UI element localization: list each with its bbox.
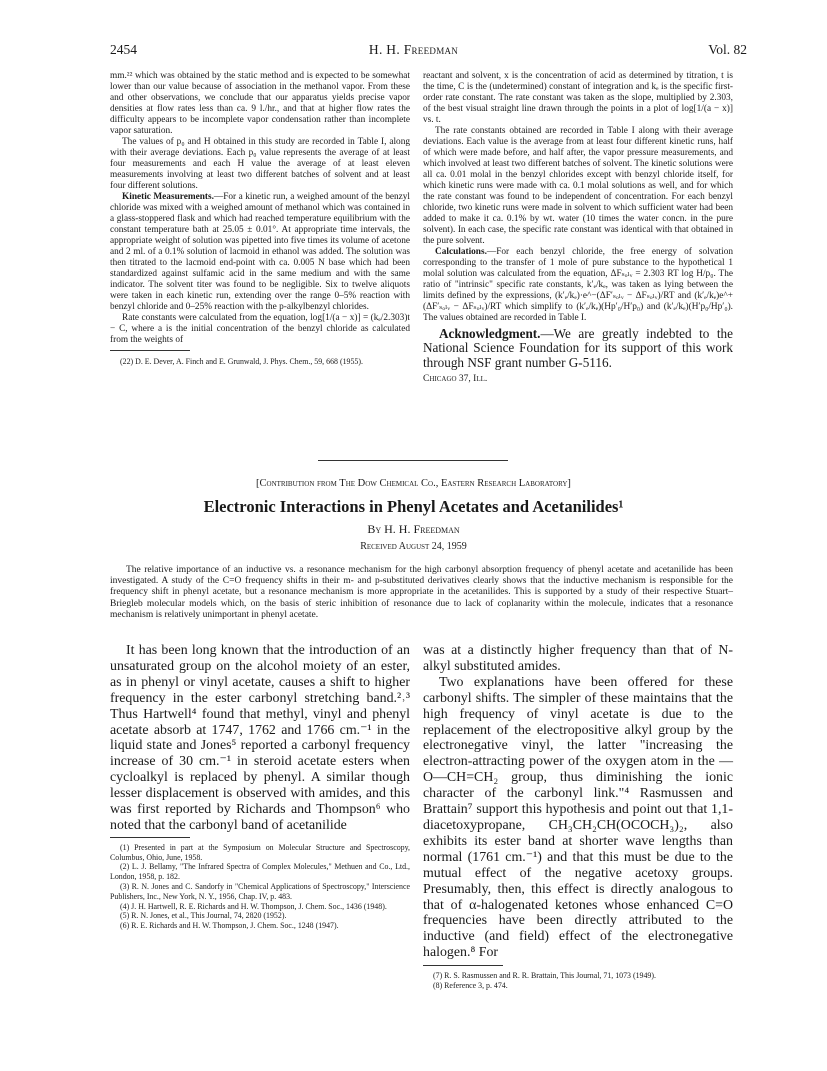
footnote-1: (1) Presented in part at the Symposium on Molecular Structure and Spectroscopy, Columbus, Ohio, June, 1958. <box>110 842 410 862</box>
paragraph: It has been long known that the introduction of an unsaturated group on the alcohol moiety of an ester, as in phenyl or vinyl acetate, causes a shift to higher frequency in the ester carbonyl stretching band.²˒³ Thus Hartwell⁴ found that methyl, vinyl and phenyl acetate absorb at 1747, 1762 and 1766 cm.⁻¹ in the liquid state and Jones⁵ reported a carbonyl frequency increase of 30 cm.⁻¹ in steroid acetate esters when cycloalkyl is replaced by phenyl. A similar though lesser displacement is observed with amides, and this was first reported by Richards and Thompson⁶ who noted that the carbonyl band of acetanilide <box>110 643 410 833</box>
paragraph: The values of p₀ and H obtained in this study are recorded in Table I, along with their average deviations. Each p₀ value represents the average of at least four measurements and each H value the average of at least eleven measurements involving at least two different batches of solvent and at least four different solutions. <box>110 137 410 191</box>
acknowledgment <box>423 327 733 370</box>
paragraph: mm.²² which was obtained by the static method and is expected to be somewhat lower than our value because of association in the methanol vapor. From these and other observations, we conclude that our apparatus yields precise vapor densities at flow rates less than ca. 9 l./hr., and that at higher flow rates the difficulty appears to be incomplete vapor condensation rather than incomplete vapor saturation. <box>110 71 410 136</box>
paragraph: The rate constants obtained are recorded in Table I along with their average deviations. Each value is the average from at least four different kinetic runs, half of which were made before, and half after, the vapor pressure measurements, and which involved at least two different batches of solvent. The kinetic solutions were all ca. 0.01 molal in the benzyl chlorides except with benzyl chloride itself, for which kinetic runs were made with ca. 0.1 molal solutions as well, and for which the rate constant was found to be independent of concentration. For each benzyl chloride, two kinetic runs were made in solvent to which sufficient water had been added to make it ca. 0.1% by wt. water (10 times the water concn. in the pure solvent). In each case, the specific rate constant was identical with that obtained in the pure solvent. <box>423 126 733 246</box>
volume-label: Vol. 82 <box>708 42 747 57</box>
footnotes-left <box>110 843 410 931</box>
abstract: The relative importance of an inductive vs. a resonance mechanism for the high carbonyl absorption frequency of phenyl acetate and acetanilide has been investigated. A study of the C=O frequency shifts in their m- and p-substituted derivatives clearly shows that the inductive mechanism is responsible for the frequency shift in phenyl acetate, but a resonance mechanism is more appropriate in the acetanilides. This is supported by a study of their respective Stuart–Briegleb molecular models which, on the basis of steric inhibition of resonance due to lack of coplanarity within the molecule, indicates that a resonance mechanism is relatively unimportant in phenyl acetate. <box>110 565 733 620</box>
received-date: Received August 24, 1959 <box>360 541 467 552</box>
page-number: 2454 <box>110 42 137 57</box>
footnote-rule <box>110 837 190 838</box>
article-title: Electronic Interactions in Phenyl Acetates and Acetanilides¹ <box>203 497 624 516</box>
top-right-column <box>423 71 733 385</box>
contribution-line: [Contribution from The Dow Chemical Co., Eastern Research Laboratory] <box>256 478 571 489</box>
footnote-22: (22) D. E. Dever, A. Finch and E. Grunwald, J. Phys. Chem., 59, 668 (1955). <box>120 357 363 366</box>
paragraph: Two explanations have been offered for these carbonyl shifts. The simpler of these maintains that the high frequency of vinyl acetate is due to the replacement of the electropositive alkyl group by the electronegative vinyl, the latter "increasing the electron-attracting power of the oxygen atom in the —O—CH=CH₂ group, thus diminishing the ionic character of the carbonyl link."⁴ Rasmussen and Brattain⁷ support this hypothesis and point out that 1,1-diacetoxypropane, CH₃CH₂CH(OCOCH₃)₂, also exhibits its ester band at shorter wave lengths than normal (1761 cm.⁻¹) and that this must be due to the mutual effect of the negative acetoxy groups. Presumably, then, this effect is directly analogous to that of α-halogenated ketones whose enhanced C=O frequencies have been directly attributed to the inductive (and field) effect of the electronegative halogen.⁸ For <box>423 674 733 961</box>
paragraph: was at a distinctly higher frequency than that of N-alkyl substituted amides. <box>423 643 733 674</box>
footnote-rule <box>110 350 190 351</box>
footnote-8: (8) Reference 3, p. 474. <box>433 980 508 990</box>
footnote-3: (3) R. N. Jones and C. Sandorfy in "Chemical Applications of Spectroscopy," Interscience Publishers, Inc., New York, N. Y., 1956, Chap. IV, p. 483. <box>110 882 410 901</box>
paragraph: reactant and solvent, x is the concentration of acid as determined by titration, t is the time, C is the (undetermined) constant of integration and kₑ is the specific first-order rate constant. The rate constant was taken as the slope, multiplied by 2.303, of the best visual straight line drawn through the points in a plot of log[1/(a − x)] vs. t. <box>423 71 733 125</box>
footnote-5: (5) R. N. Jones, et al., This Journal, 74, 2820 (1952). <box>120 911 287 921</box>
footnote-4: (4) J. H. Hartwell, R. E. Richards and H. W. Thompson, J. Chem. Soc., 1436 (1948). <box>120 901 387 911</box>
calc-text: —For each benzyl chloride, the free energy of solvation corresponding to the transfer of 1 mole of pure substance to the hypothetical 1 molal solution was calculated from the equation, ΔFₛₒₗᵥ = 2.303 RT log H/p₀. The ratio of "intrinsic" specific rate constants, k′ₑ/kₑ, was taken as lying between the limits defined by the expressions, (k′ₑ/kₑ)·e^−(ΔF′ₛₒₗᵥ − ΔFₛₒₗᵥ)/RT and (k′ₑ/kₑ)e^+(ΔF′ₛₒₗᵥ − ΔFₛₒₗᵥ)/RT which simplify to (k′ₑ/kₑ)(Hp′₀/H′p₀) and (k′ₑ/kₑ)(H′p₀/Hp′₀). The values obtained are recorded in Table I. <box>423 247 733 323</box>
paragraph: Rate constants were calculated from the equation, log[1/(a − x)] = (kₑ/2.303)t − C, where a is the initial concentration of the benzyl chloride as calculated from the weights of <box>110 313 410 345</box>
top-left-column <box>110 71 410 367</box>
running-header-author: H. H. Freedman <box>368 42 459 57</box>
paragraph <box>423 247 733 324</box>
paragraph <box>110 192 410 313</box>
section-heading-kinetic: Kinetic Measurements. <box>122 192 214 202</box>
kinetic-text: —For a kinetic run, a weighed amount of the benzyl chloride was mixed with a weighed amount of methanol which was contained in a glass-stoppered flask and which had reached temperature equilibrium with the constant temperature bath at 25.05 ± 0.01°. At appropriate time intervals, the appropriate weight of solution was pipetted into five times its volume of acetone and 2 ml. of a 0.1% solution of lacmoid in ethanol was added. The solution was then titrated to the lacmoid end-point with ca. 0.005 N base which had been standardized against sulfamic acid in the same medium and with the same indicator. The solvent titer was found to be negligible. Six to twelve aliquots were taken in each kinetic run, extending over the range 0–5% reaction with benzyl chloride and 0–25% reaction with the p-alkylbenzyl chlorides. <box>110 192 410 312</box>
acknowledgment-heading: Acknowledgment. <box>439 326 541 341</box>
footnote-rule <box>423 965 503 966</box>
footnote-2: (2) L. J. Bellamy, "The Infrared Spectra of Complex Molecules," Methuen and Co., Ltd., London, 1958, p. 182. <box>110 862 410 882</box>
body-right-column <box>423 643 733 991</box>
footnote-7: (7) R. S. Rasmussen and R. R. Brattain, This Journal, 71, 1073 (1949). <box>433 971 656 981</box>
acknowledgment-text: —We are greatly indebted to the National Science Foundation for its support of this work through NSF grant number G-5116. <box>423 326 733 370</box>
section-heading-calculations: Calculations. <box>435 247 487 257</box>
body-left-column <box>110 643 410 931</box>
footnote-6: (6) R. E. Richards and H. W. Thompson, J. Chem. Soc., 1248 (1947). <box>120 921 339 931</box>
city-line: Chicago 37, Ill. <box>423 374 488 385</box>
footnotes-right <box>423 971 733 991</box>
byline: By H. H. Freedman <box>367 522 460 536</box>
section-separator <box>318 460 508 461</box>
